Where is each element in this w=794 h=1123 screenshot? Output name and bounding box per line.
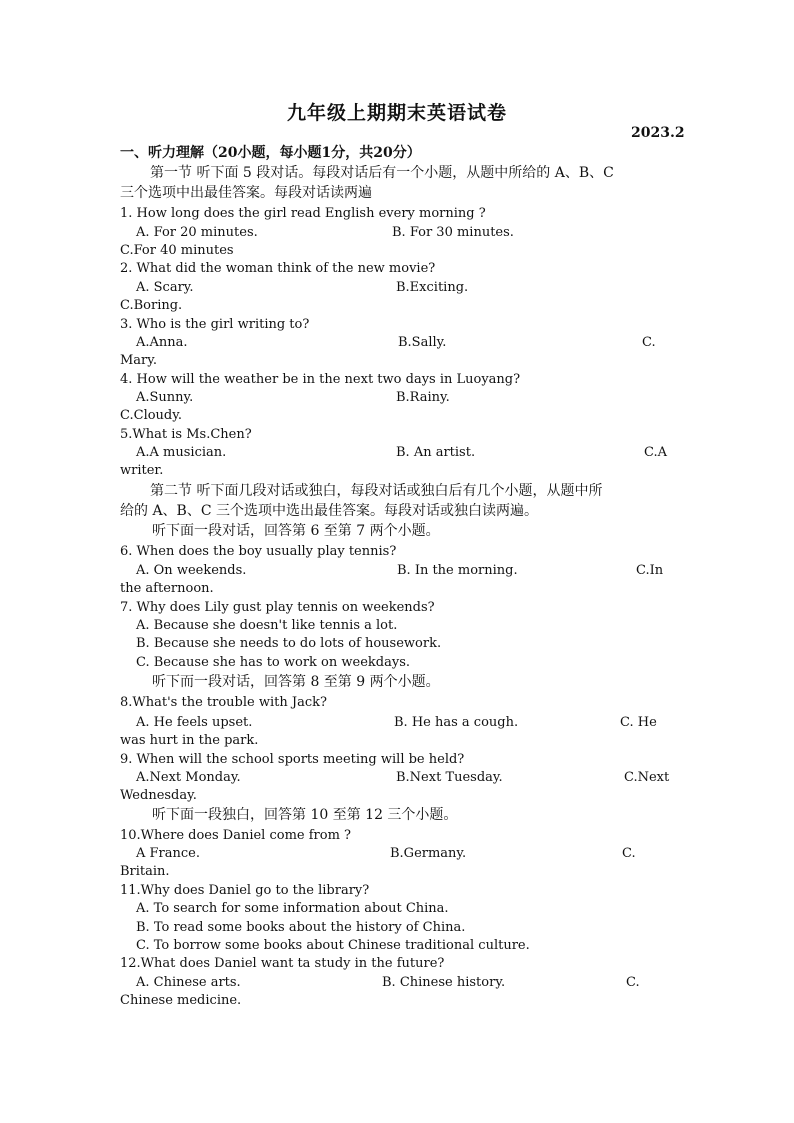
question-9-option-c-label: C.Next [624, 770, 670, 785]
question-6-option-a: A. On weekends. [136, 563, 247, 578]
question-11-stem: 11.Why does Daniel go to the library? [120, 883, 370, 898]
question-7-option-b: B. Because she needs to do lots of housework. [136, 636, 442, 651]
question-6-option-c-text: the afternoon. [120, 581, 214, 596]
question-3-stem: 3. Who is the girl writing to? [120, 317, 310, 332]
question-1-stem: 1. How long does the girl read English every morning ? [120, 206, 486, 221]
question-12-option-b: B. Chinese history. [382, 975, 506, 990]
question-12-stem: 12.What does Daniel want ta study in the future? [120, 956, 445, 971]
question-3-option-b: B.Sally. [398, 335, 447, 350]
question-4-stem: 4. How will the weather be in the next two days in Luoyang? [120, 372, 521, 387]
question-10-option-c-label: C. [622, 846, 636, 861]
question-5-option-c-text: writer. [120, 463, 164, 478]
question-5-option-a: A.A musician. [136, 445, 227, 460]
question-1-option-c: C.For 40 minutes [120, 243, 234, 258]
question-9-stem: 9. When will the school sports meeting will be held? [120, 752, 465, 767]
question-4-option-b: B.Rainy. [396, 390, 450, 405]
question-7-option-a: A. Because she doesn't like tennis a lot. [136, 618, 398, 633]
question-9-option-b: B.Next Tuesday. [396, 770, 503, 785]
question-10-stem: 10.Where does Daniel come from ? [120, 828, 352, 843]
section-heading: 一、听力理解（20小题，每小题1分，共20分） [120, 145, 421, 161]
question-7-option-c: C. Because she has to work on weekdays. [136, 655, 410, 670]
question-7-stem: 7. Why does Lily gust play tennis on weekends? [120, 600, 435, 615]
question-8-option-b: B. He has a cough. [394, 715, 519, 730]
question-2-option-c: C.Boring. [120, 298, 183, 313]
question-4-option-a: A.Sunny. [136, 390, 194, 405]
question-8-option-c-text: was hurt in the park. [120, 733, 259, 748]
exam-date: 2023.2 [631, 125, 685, 141]
question-5-option-c-label: C.A [644, 445, 668, 460]
question-10-option-c-text: Britain. [120, 864, 170, 879]
question-12-option-a: A. Chinese arts. [136, 975, 241, 990]
page-title: 九年级上期期末英语试卷 [286, 102, 507, 124]
question-9-option-a: A.Next Monday. [136, 770, 241, 785]
question-11-option-b: B. To read some books about the history of China. [136, 920, 466, 935]
question-6-option-c-label: C.In [636, 563, 664, 578]
question-6-option-b: B. In the morning. [397, 563, 518, 578]
question-10-option-a: A France. [136, 846, 200, 861]
question-12-option-c-text: Chinese medicine. [120, 993, 242, 1008]
question-1-option-b: B. For 30 minutes. [392, 225, 514, 240]
question-5-stem: 5.What is Ms.Chen? [120, 427, 252, 442]
question-3-option-a: A.Anna. [136, 335, 188, 350]
question-4-option-c: C.Cloudy. [120, 408, 182, 423]
question-9-option-c-text: Wednesday. [120, 788, 197, 803]
part2-instruction-line1: 第二节 听下面几段对话或独白，每段对话或独白后有几个小题，从题中所 [150, 483, 603, 499]
note-questions-10-12: 听下面一段独白，回答第 10 至第 12 三个小题。 [152, 807, 458, 823]
part2-instruction-line2: 给的 A、B、C 三个选项中选出最佳答案。每段对话或独白读两遍。 [120, 503, 539, 519]
note-questions-6-7: 听下面一段对话，回答第 6 至第 7 两个小题。 [152, 523, 440, 539]
question-6-stem: 6. When does the boy usually play tennis? [120, 544, 397, 559]
question-8-option-c-label: C. He [620, 715, 657, 730]
question-10-option-b: B.Germany. [390, 846, 467, 861]
question-1-option-a: A. For 20 minutes. [136, 225, 258, 240]
question-5-option-b: B. An artist. [396, 445, 476, 460]
question-3-option-c-text: Mary. [120, 353, 158, 368]
question-8-option-a: A. He feels upset. [136, 715, 253, 730]
note-questions-8-9: 听下而一段对话，回答第 8 至第 9 两个小题。 [152, 674, 440, 690]
part1-instruction-line2: 三个选项中出最佳答案。每段对话读两遍 [120, 185, 372, 201]
question-11-option-c: C. To borrow some books about Chinese traditional culture. [136, 938, 530, 953]
question-3-option-c-label: C. [642, 335, 656, 350]
part1-instruction-line1: 第一节 听下面 5 段对话。每段对话后有一个小题，从题中所给的 A、B、C [150, 165, 614, 181]
question-12-option-c-label: C. [626, 975, 640, 990]
question-8-stem: 8.What's the trouble with Jack? [120, 695, 327, 710]
question-2-option-a: A. Scary. [136, 280, 194, 295]
question-11-option-a: A. To search for some information about China. [136, 901, 449, 916]
question-2-stem: 2. What did the woman think of the new movie? [120, 261, 436, 276]
question-2-option-b: B.Exciting. [396, 280, 469, 295]
